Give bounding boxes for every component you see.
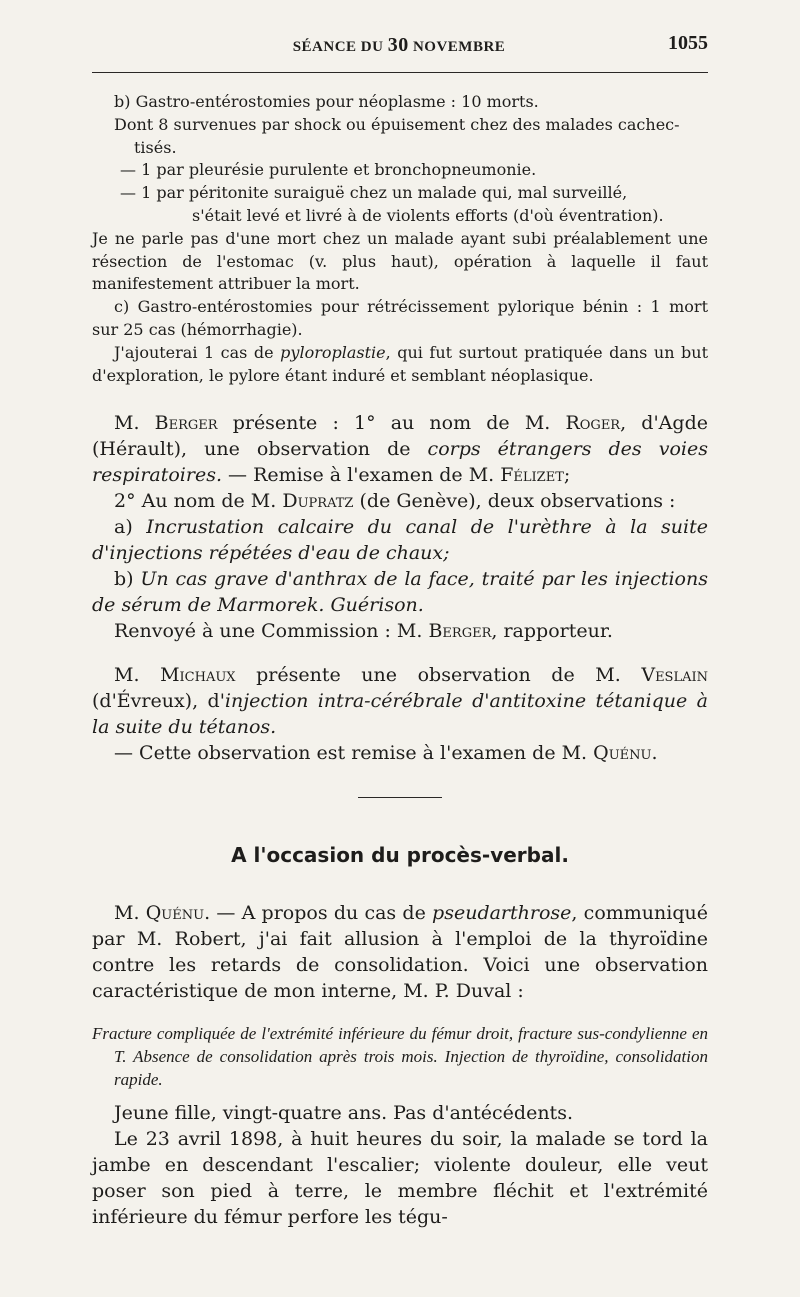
case-paragraph-1: Jeune fille, vingt-quatre ans. Pas d'antécédents. [114, 1102, 573, 1124]
page-number: 1055 [668, 32, 708, 54]
case-title-block [92, 1022, 708, 1091]
berger-item-a [92, 514, 708, 566]
text-span: (d'Évreux), d' [92, 690, 225, 712]
text-span: présente : 1° au nom de M. [217, 412, 566, 434]
text-span: . — A propos du cas de [204, 902, 433, 924]
text-span: , rapporteur. [491, 620, 613, 642]
item-text: Incrustation calcaire du canal de l'urèthre à la suite d'injections répétées d'eau de chaux; [92, 516, 709, 564]
text-span: M. [114, 902, 146, 924]
text-span: M. [114, 412, 155, 434]
name-veslain: Veslain [641, 664, 708, 686]
name-roger: Roger [565, 412, 621, 434]
item-label: a) [114, 516, 147, 538]
page-header [90, 34, 708, 62]
text-span: , communiqué par M. Robert, j'ai fait allusion à l'emploi de la thyroïdine contre les retards de consolidation. Voici une observation caractéristique de mon interne, M. P. Duval : [92, 902, 708, 1002]
stats-b-line: b) Gastro-entérostomies pour néoplasme : 10 morts. [114, 92, 539, 111]
michaux-remise [92, 740, 708, 766]
text-span: présente une observation de M. [235, 664, 642, 686]
italic-term: pseudarthrose [432, 902, 572, 924]
ajout-post: , qui fut surtout pratiquée dans un but d'exploration, le pylore étant induré et semblant néoplasique. [92, 342, 709, 385]
running-title-day: 30 [387, 34, 409, 56]
running-title-post: NOVEMBRE [412, 39, 506, 55]
text-span: ; [563, 464, 571, 486]
name-michaux: Michaux [160, 664, 236, 686]
stats-dont-line: Dont 8 survenues par shock ou épuisement chez des malades cachec- [114, 114, 680, 134]
stats-dash-1: — 1 par pleurésie purulente et bronchopneumonie. [120, 160, 537, 180]
stats-dash-2-cont: s'était levé et livré à de violents efforts (d'où éventration). [192, 205, 664, 225]
section-separator [358, 797, 442, 798]
berger-item-b [92, 566, 708, 618]
michaux-block [92, 662, 708, 766]
stats-c-paragraph: c) Gastro-entérostomies pour rétrécissement pylorique bénin : 1 mort sur 25 cas (hémorrhagie). [92, 297, 708, 339]
text-span: — Cette observation est remise à l'examen de M. [114, 742, 594, 764]
statistics-block [92, 91, 708, 387]
quenu-block [92, 900, 708, 1004]
text-span: . [651, 742, 658, 764]
stats-dont-cont: tisés. [134, 137, 177, 157]
ajout-ital: pyloroplastie [280, 342, 386, 362]
text-span: 2° Au nom de M. [114, 490, 283, 512]
name-dupratz: Dupratz [282, 490, 354, 512]
name-berger: Berger [428, 620, 492, 642]
text-span: Renvoyé à une Commission : M. [114, 620, 429, 642]
case-paragraph-2: Le 23 avril 1898, à huit heures du soir, la malade se tord la jambe en descendant l'escalier; violente douleur, elle veut poser son pied à terre, le membre fléchit et l'extrémité inférieure du fémur perfore les tégu- [92, 1128, 708, 1228]
running-title-pre: SÉANCE DU [292, 39, 384, 55]
text-span: , d'Agde (Hérault), une observation de [92, 412, 708, 460]
header-rule [92, 72, 708, 73]
italic-title: corps étrangers des voies respiratoires. [92, 438, 708, 486]
case-title: Fracture compliquée de l'extrémité inférieure du fémur droit, fracture sus-condylienne en T. Absence de consolidation après trois mois. Injection de thyroïdine, consolidation rapide. [92, 1024, 708, 1089]
name-berger: Berger [154, 412, 218, 434]
berger-block [92, 410, 708, 644]
name-quenu: Quénu [593, 742, 652, 764]
text-span: M. [114, 664, 161, 686]
case-body [92, 1100, 708, 1230]
berger-paragraph-1 [92, 410, 708, 488]
berger-paragraph-2 [92, 488, 708, 514]
stats-mort-paragraph: Je ne parle pas d'une mort chez un malade ayant subi préalablement une résection de l'estomac (v. plus haut), opération à laquelle il faut manifestement attribuer la mort. [92, 228, 708, 294]
ajout-pre: J'ajouterai 1 cas de [114, 342, 281, 362]
item-text: Un cas grave d'anthrax de la face, traité par les injections de sérum de Marmorek. Guérison. [92, 568, 708, 616]
quenu-paragraph [92, 900, 708, 1004]
italic-title: injection intra-cérébrale d'antitoxine tétanique à la suite du tétanos. [92, 690, 709, 738]
name-quenu: Quénu [145, 902, 205, 924]
item-label: b) [114, 568, 141, 590]
text-span: (de Genève), deux observations : [353, 490, 676, 512]
stats-ajout-paragraph [92, 342, 708, 388]
name-felizet: Félizet [500, 464, 564, 486]
stats-dash-2: — 1 par péritonite suraiguë chez un malade qui, mal surveillé, [120, 183, 628, 203]
section-title: A l'occasion du procès-verbal. [231, 843, 569, 867]
berger-renvoi [92, 618, 708, 644]
text-span: — Remise à l'examen de M. [222, 464, 501, 486]
michaux-paragraph [92, 662, 708, 740]
running-title [90, 34, 708, 57]
